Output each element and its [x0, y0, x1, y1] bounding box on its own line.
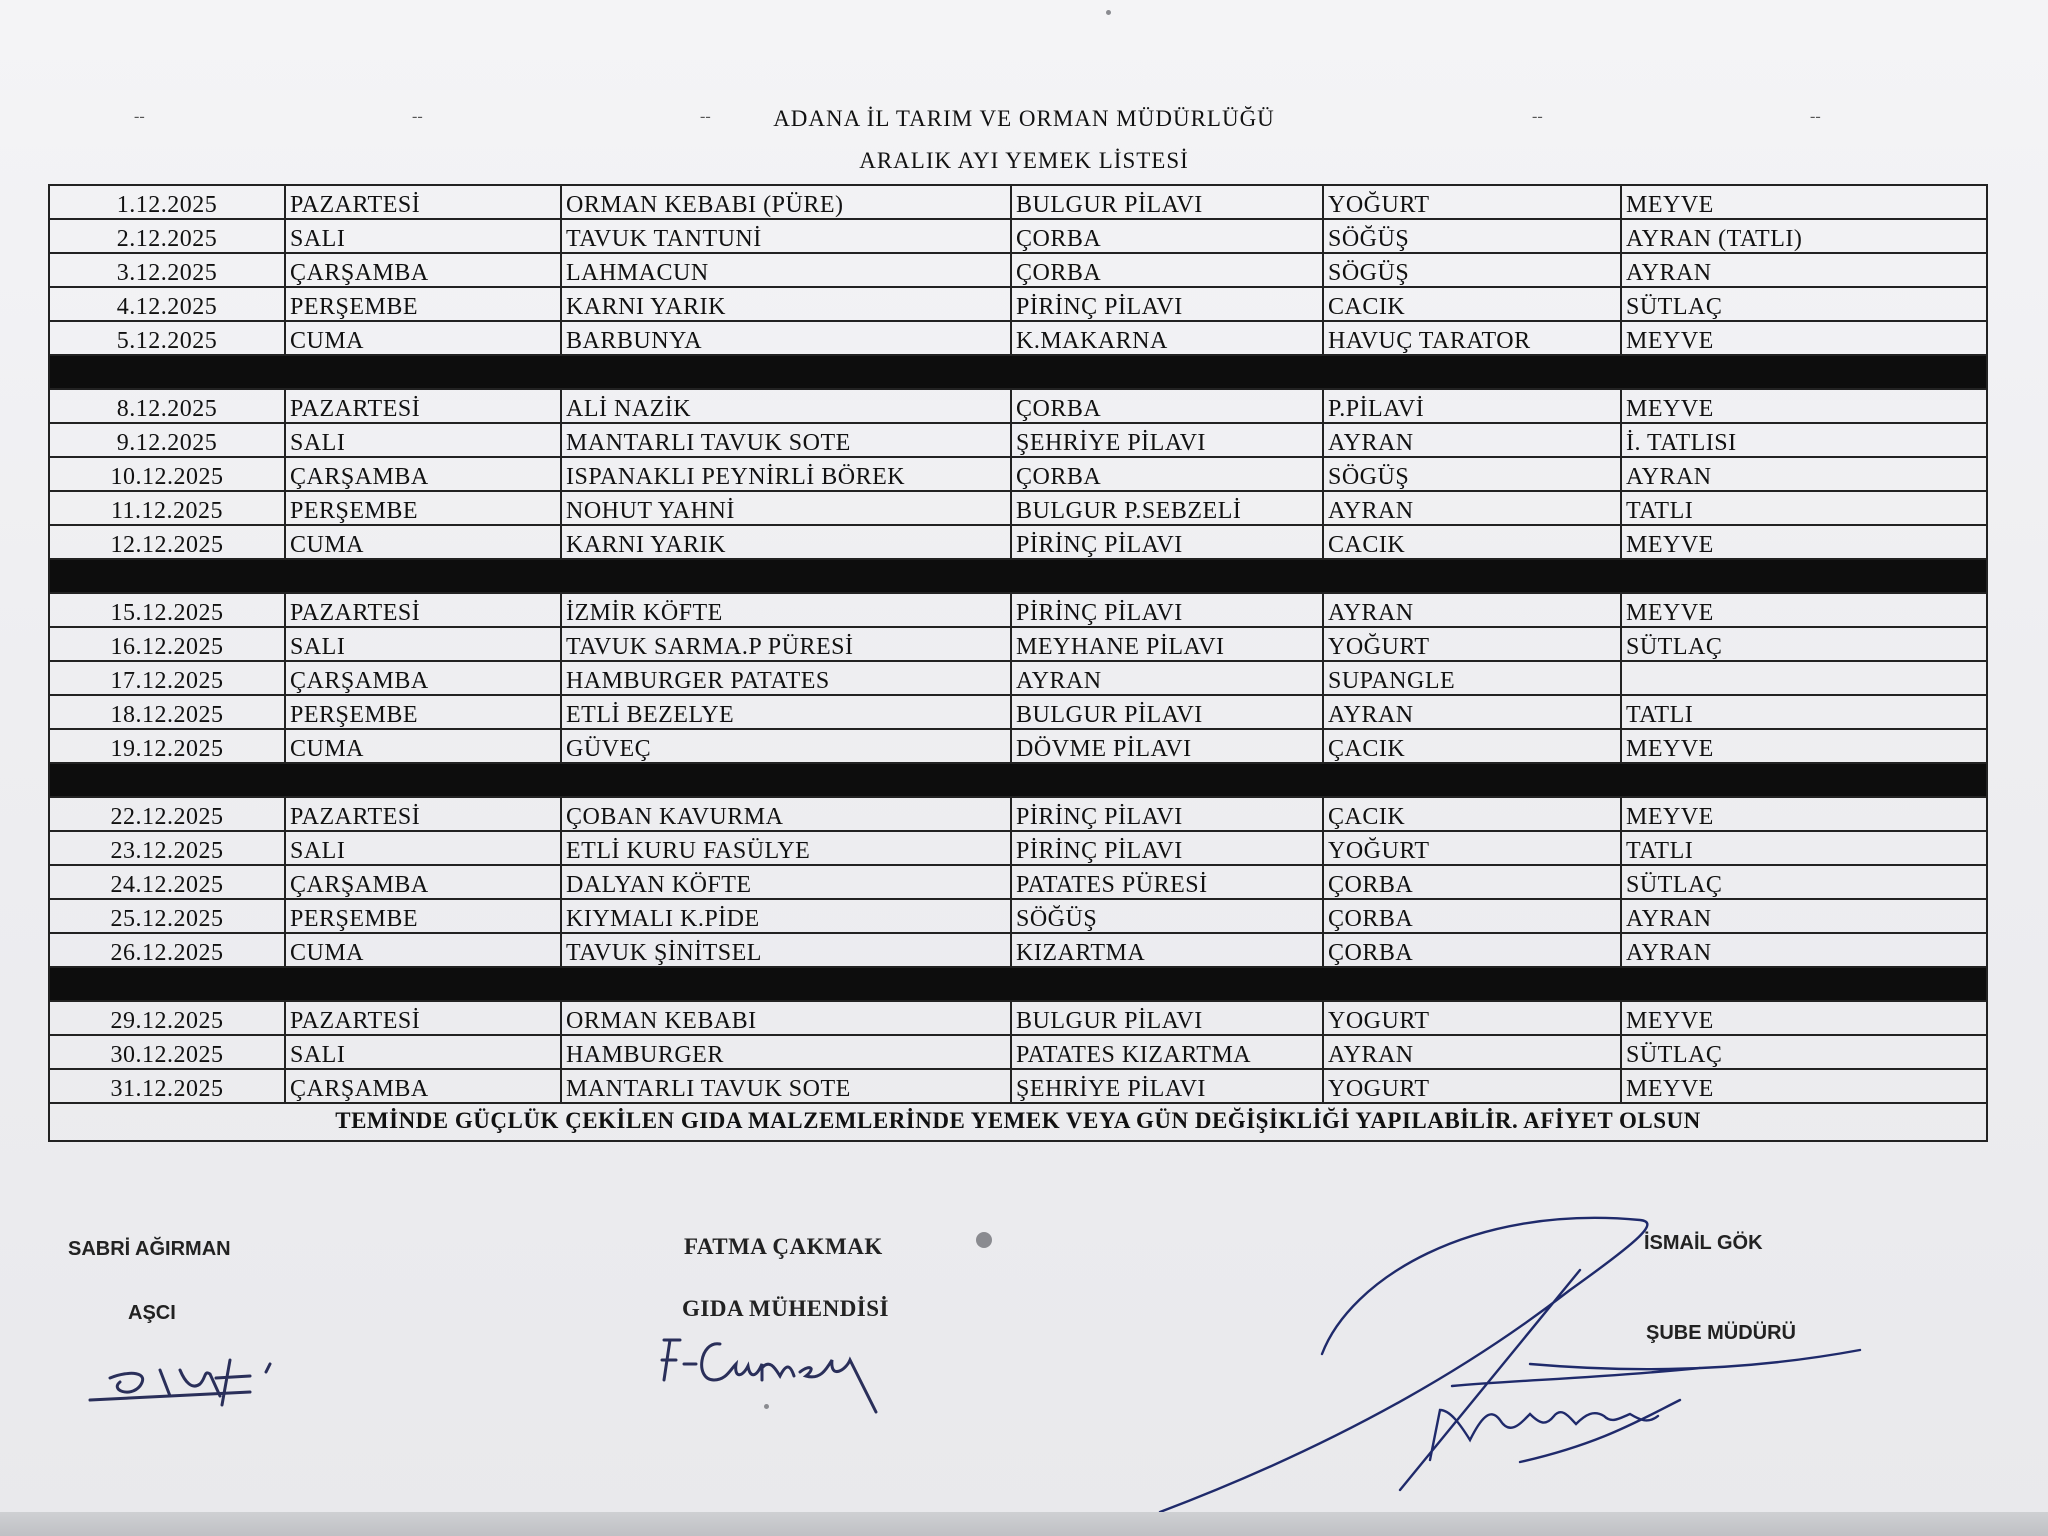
- engineer-title: GIDA MÜHENDİSİ: [682, 1296, 890, 1321]
- cook-signature: [80, 1330, 300, 1420]
- cook-title: AŞCI: [128, 1302, 176, 1324]
- table-row: [50, 662, 1986, 696]
- table-row: [50, 288, 1986, 322]
- dessert-cell: AYRAN (TATLI): [1626, 226, 1803, 252]
- dessert-cell: AYRAN: [1626, 940, 1712, 966]
- side-dish-cell: SÖĞÜŞ: [1012, 900, 1324, 932]
- header-dash: --: [1532, 108, 1543, 125]
- date-cell: 12.12.2025: [50, 526, 286, 558]
- extra-cell: CACIK: [1324, 288, 1622, 320]
- main-dish-cell: NOHUT YAHNİ: [562, 492, 1012, 524]
- day-cell: PERŞEMBE: [286, 288, 562, 320]
- main-dish-cell: BARBUNYA: [562, 322, 1012, 354]
- day-cell: PAZARTESİ: [286, 798, 562, 830]
- table-row: [50, 730, 1986, 764]
- dessert-cell: MEYVE: [1626, 192, 1714, 218]
- main-dish-cell: HAMBURGER PATATES: [562, 662, 1012, 694]
- date-cell: 30.12.2025: [50, 1036, 286, 1068]
- manager-title: ŞUBE MÜDÜRÜ: [1646, 1322, 1796, 1344]
- extra-cell: AYRAN: [1324, 1036, 1622, 1068]
- engineer-name: FATMA ÇAKMAK: [684, 1234, 883, 1259]
- dessert-cell: MEYVE: [1626, 396, 1714, 422]
- day-cell: ÇARŞAMBA: [286, 866, 562, 898]
- page-spot: [976, 1232, 992, 1248]
- date-cell: 25.12.2025: [50, 900, 286, 932]
- date-cell: 26.12.2025: [50, 934, 286, 966]
- dessert-cell: [1622, 662, 1986, 694]
- extra-cell: AYRAN: [1324, 492, 1622, 524]
- main-dish-cell: İZMİR KÖFTE: [562, 594, 1012, 626]
- table-row: [50, 254, 1986, 288]
- side-dish-cell: PİRİNÇ PİLAVI: [1012, 798, 1324, 830]
- dessert-cell: AYRAN: [1626, 260, 1712, 286]
- day-cell: SALI: [286, 220, 562, 252]
- extra-cell: CACIK: [1324, 526, 1622, 558]
- table-row: [50, 526, 1986, 560]
- dessert-cell: SÜTLAÇ: [1626, 1042, 1723, 1068]
- side-dish-cell: KIZARTMA: [1012, 934, 1324, 966]
- header-dash: --: [412, 108, 423, 125]
- day-cell: CUMA: [286, 934, 562, 966]
- side-dish-cell: AYRAN: [1012, 662, 1324, 694]
- dessert-cell: TATLI: [1626, 702, 1694, 728]
- main-dish-cell: ÇOBAN KAVURMA: [562, 798, 1012, 830]
- header-dash: --: [700, 108, 711, 125]
- dessert-cell: MEYVE: [1626, 328, 1714, 354]
- day-cell: SALI: [286, 1036, 562, 1068]
- extra-cell: YOĞURT: [1324, 628, 1622, 660]
- dessert-cell: MEYVE: [1626, 1076, 1714, 1102]
- table-row: [50, 424, 1986, 458]
- institution-title: ADANA İL TARIM VE ORMAN MÜDÜRLÜĞÜ: [773, 106, 1275, 131]
- day-cell: SALI: [286, 832, 562, 864]
- dessert-cell: MEYVE: [1626, 600, 1714, 626]
- main-dish-cell: KARNI YARIK: [562, 526, 1012, 558]
- day-cell: CUMA: [286, 322, 562, 354]
- side-dish-cell: BULGUR PİLAVI: [1012, 186, 1324, 218]
- day-cell: PAZARTESİ: [286, 390, 562, 422]
- menu-table: [48, 184, 1988, 1142]
- main-dish-cell: TAVUK TANTUNİ: [562, 220, 1012, 252]
- dessert-cell: SÜTLAÇ: [1626, 634, 1723, 660]
- extra-cell: ÇACIK: [1324, 798, 1622, 830]
- extra-cell: ÇORBA: [1324, 866, 1622, 898]
- extra-cell: AYRAN: [1324, 424, 1622, 456]
- table-surface: [0, 1512, 2048, 1536]
- extra-cell: ÇORBA: [1324, 900, 1622, 932]
- extra-cell: YOGURT: [1324, 1002, 1622, 1034]
- extra-cell: ÇORBA: [1324, 934, 1622, 966]
- date-cell: 1.12.2025: [50, 186, 286, 218]
- day-cell: CUMA: [286, 730, 562, 762]
- extra-cell: YOGURT: [1324, 1070, 1622, 1102]
- dessert-cell: SÜTLAÇ: [1626, 294, 1723, 320]
- main-dish-cell: ALİ NAZİK: [562, 390, 1012, 422]
- day-cell: PAZARTESİ: [286, 594, 562, 626]
- side-dish-cell: BULGUR PİLAVI: [1012, 696, 1324, 728]
- date-cell: 5.12.2025: [50, 322, 286, 354]
- side-dish-cell: PATATES PÜRESİ: [1012, 866, 1324, 898]
- table-row: [50, 934, 1986, 968]
- date-cell: 23.12.2025: [50, 832, 286, 864]
- main-dish-cell: KARNI YARIK: [562, 288, 1012, 320]
- main-dish-cell: DALYAN KÖFTE: [562, 866, 1012, 898]
- header-dash: --: [1810, 108, 1821, 125]
- weekend-separator: [50, 764, 1986, 798]
- main-dish-cell: TAVUK SARMA.P PÜRESİ: [562, 628, 1012, 660]
- table-row: [50, 832, 1986, 866]
- side-dish-cell: DÖVME PİLAVI: [1012, 730, 1324, 762]
- extra-cell: SÖGÜŞ: [1324, 254, 1622, 286]
- side-dish-cell: ÇORBA: [1012, 220, 1324, 252]
- day-cell: SALI: [286, 628, 562, 660]
- side-dish-cell: PİRİNÇ PİLAVI: [1012, 832, 1324, 864]
- table-row: [50, 594, 1986, 628]
- dessert-cell: AYRAN: [1626, 906, 1712, 932]
- date-cell: 4.12.2025: [50, 288, 286, 320]
- extra-cell: SÖGÜŞ: [1324, 458, 1622, 490]
- manager-name: İSMAİL GÖK: [1644, 1232, 1763, 1254]
- main-dish-cell: MANTARLI TAVUK SOTE: [562, 1070, 1012, 1102]
- side-dish-cell: ÇORBA: [1012, 254, 1324, 286]
- main-dish-cell: ETLİ KURU FASÜLYE: [562, 832, 1012, 864]
- dessert-cell: TATLI: [1626, 838, 1694, 864]
- side-dish-cell: ÇORBA: [1012, 390, 1324, 422]
- day-cell: PAZARTESİ: [286, 1002, 562, 1034]
- date-cell: 9.12.2025: [50, 424, 286, 456]
- weekend-separator: [50, 968, 1986, 1002]
- extra-cell: AYRAN: [1324, 696, 1622, 728]
- day-cell: ÇARŞAMBA: [286, 662, 562, 694]
- table-row: [50, 1036, 1986, 1070]
- main-dish-cell: ETLİ BEZELYE: [562, 696, 1012, 728]
- main-dish-cell: ORMAN KEBABI (PÜRE): [562, 186, 1012, 218]
- list-title: ARALIK AYI YEMEK LİSTESİ: [859, 148, 1189, 173]
- table-row: [50, 220, 1986, 254]
- dessert-cell: AYRAN: [1626, 464, 1712, 490]
- day-cell: PERŞEMBE: [286, 900, 562, 932]
- date-cell: 22.12.2025: [50, 798, 286, 830]
- main-dish-cell: MANTARLI TAVUK SOTE: [562, 424, 1012, 456]
- weekend-separator: [50, 560, 1986, 594]
- extra-cell: SÖĞÜŞ: [1324, 220, 1622, 252]
- side-dish-cell: PİRİNÇ PİLAVI: [1012, 526, 1324, 558]
- day-cell: PAZARTESİ: [286, 186, 562, 218]
- date-cell: 2.12.2025: [50, 220, 286, 252]
- extra-cell: ÇACIK: [1324, 730, 1622, 762]
- date-cell: 8.12.2025: [50, 390, 286, 422]
- main-dish-cell: ISPANAKLI PEYNİRLİ BÖREK: [562, 458, 1012, 490]
- date-cell: 3.12.2025: [50, 254, 286, 286]
- table-row: [50, 322, 1986, 356]
- extra-cell: SUPANGLE: [1324, 662, 1622, 694]
- table-row: [50, 1002, 1986, 1036]
- table-row: [50, 492, 1986, 526]
- date-cell: 15.12.2025: [50, 594, 286, 626]
- extra-cell: YOĞURT: [1324, 186, 1622, 218]
- date-cell: 29.12.2025: [50, 1002, 286, 1034]
- dessert-cell: MEYVE: [1626, 736, 1714, 762]
- manager-signature: [1100, 1210, 1960, 1530]
- main-dish-cell: ORMAN KEBABI: [562, 1002, 1012, 1034]
- main-dish-cell: HAMBURGER: [562, 1036, 1012, 1068]
- day-cell: CUMA: [286, 526, 562, 558]
- footer-note: TEMİNDE GÜÇLÜK ÇEKİLEN GIDA MALZEMLERİNDE YEMEK VEYA GÜN DEĞİŞİKLİĞİ YAPILABİLİR. AFİYET OLSUN: [335, 1108, 1701, 1133]
- side-dish-cell: BULGUR P.SEBZELİ: [1012, 492, 1324, 524]
- table-row: [50, 1070, 1986, 1104]
- date-cell: 24.12.2025: [50, 866, 286, 898]
- extra-cell: HAVUÇ TARATOR: [1324, 322, 1622, 354]
- page-spot: [1106, 10, 1111, 15]
- date-cell: 11.12.2025: [50, 492, 286, 524]
- date-cell: 19.12.2025: [50, 730, 286, 762]
- side-dish-cell: ŞEHRİYE PİLAVI: [1012, 424, 1324, 456]
- weekend-separator: [50, 356, 1986, 390]
- table-row: [50, 866, 1986, 900]
- header-dash: --: [134, 108, 145, 125]
- date-cell: 18.12.2025: [50, 696, 286, 728]
- extra-cell: AYRAN: [1324, 594, 1622, 626]
- side-dish-cell: MEYHANE PİLAVI: [1012, 628, 1324, 660]
- extra-cell: YOĞURT: [1324, 832, 1622, 864]
- dessert-cell: SÜTLAÇ: [1626, 872, 1723, 898]
- day-cell: ÇARŞAMBA: [286, 458, 562, 490]
- date-cell: 10.12.2025: [50, 458, 286, 490]
- main-dish-cell: GÜVEÇ: [562, 730, 1012, 762]
- dessert-cell: MEYVE: [1626, 532, 1714, 558]
- side-dish-cell: PATATES KIZARTMA: [1012, 1036, 1324, 1068]
- table-row: [50, 458, 1986, 492]
- side-dish-cell: ÇORBA: [1012, 458, 1324, 490]
- extra-cell: P.PİLAVİ: [1324, 390, 1622, 422]
- table-row: [50, 798, 1986, 832]
- side-dish-cell: K.MAKARNA: [1012, 322, 1324, 354]
- table-row: [50, 390, 1986, 424]
- side-dish-cell: ŞEHRİYE PİLAVI: [1012, 1070, 1324, 1102]
- date-cell: 31.12.2025: [50, 1070, 286, 1102]
- day-cell: SALI: [286, 424, 562, 456]
- table-row: [50, 900, 1986, 934]
- main-dish-cell: LAHMACUN: [562, 254, 1012, 286]
- main-dish-cell: KIYMALI K.PİDE: [562, 900, 1012, 932]
- dessert-cell: TATLI: [1626, 498, 1694, 524]
- side-dish-cell: BULGUR PİLAVI: [1012, 1002, 1324, 1034]
- page-spot: [764, 1404, 769, 1409]
- day-cell: PERŞEMBE: [286, 696, 562, 728]
- engineer-signature: [650, 1320, 900, 1420]
- cook-name: SABRİ AĞIRMAN: [68, 1238, 231, 1260]
- main-dish-cell: TAVUK ŞİNİTSEL: [562, 934, 1012, 966]
- day-cell: ÇARŞAMBA: [286, 254, 562, 286]
- side-dish-cell: PİRİNÇ PİLAVI: [1012, 288, 1324, 320]
- day-cell: ÇARŞAMBA: [286, 1070, 562, 1102]
- table-row: [50, 696, 1986, 730]
- table-row: [50, 186, 1986, 220]
- dessert-cell: MEYVE: [1626, 1008, 1714, 1034]
- day-cell: PERŞEMBE: [286, 492, 562, 524]
- dessert-cell: İ. TATLISI: [1626, 430, 1737, 456]
- date-cell: 17.12.2025: [50, 662, 286, 694]
- table-row: [50, 628, 1986, 662]
- dessert-cell: MEYVE: [1626, 804, 1714, 830]
- side-dish-cell: PİRİNÇ PİLAVI: [1012, 594, 1324, 626]
- date-cell: 16.12.2025: [50, 628, 286, 660]
